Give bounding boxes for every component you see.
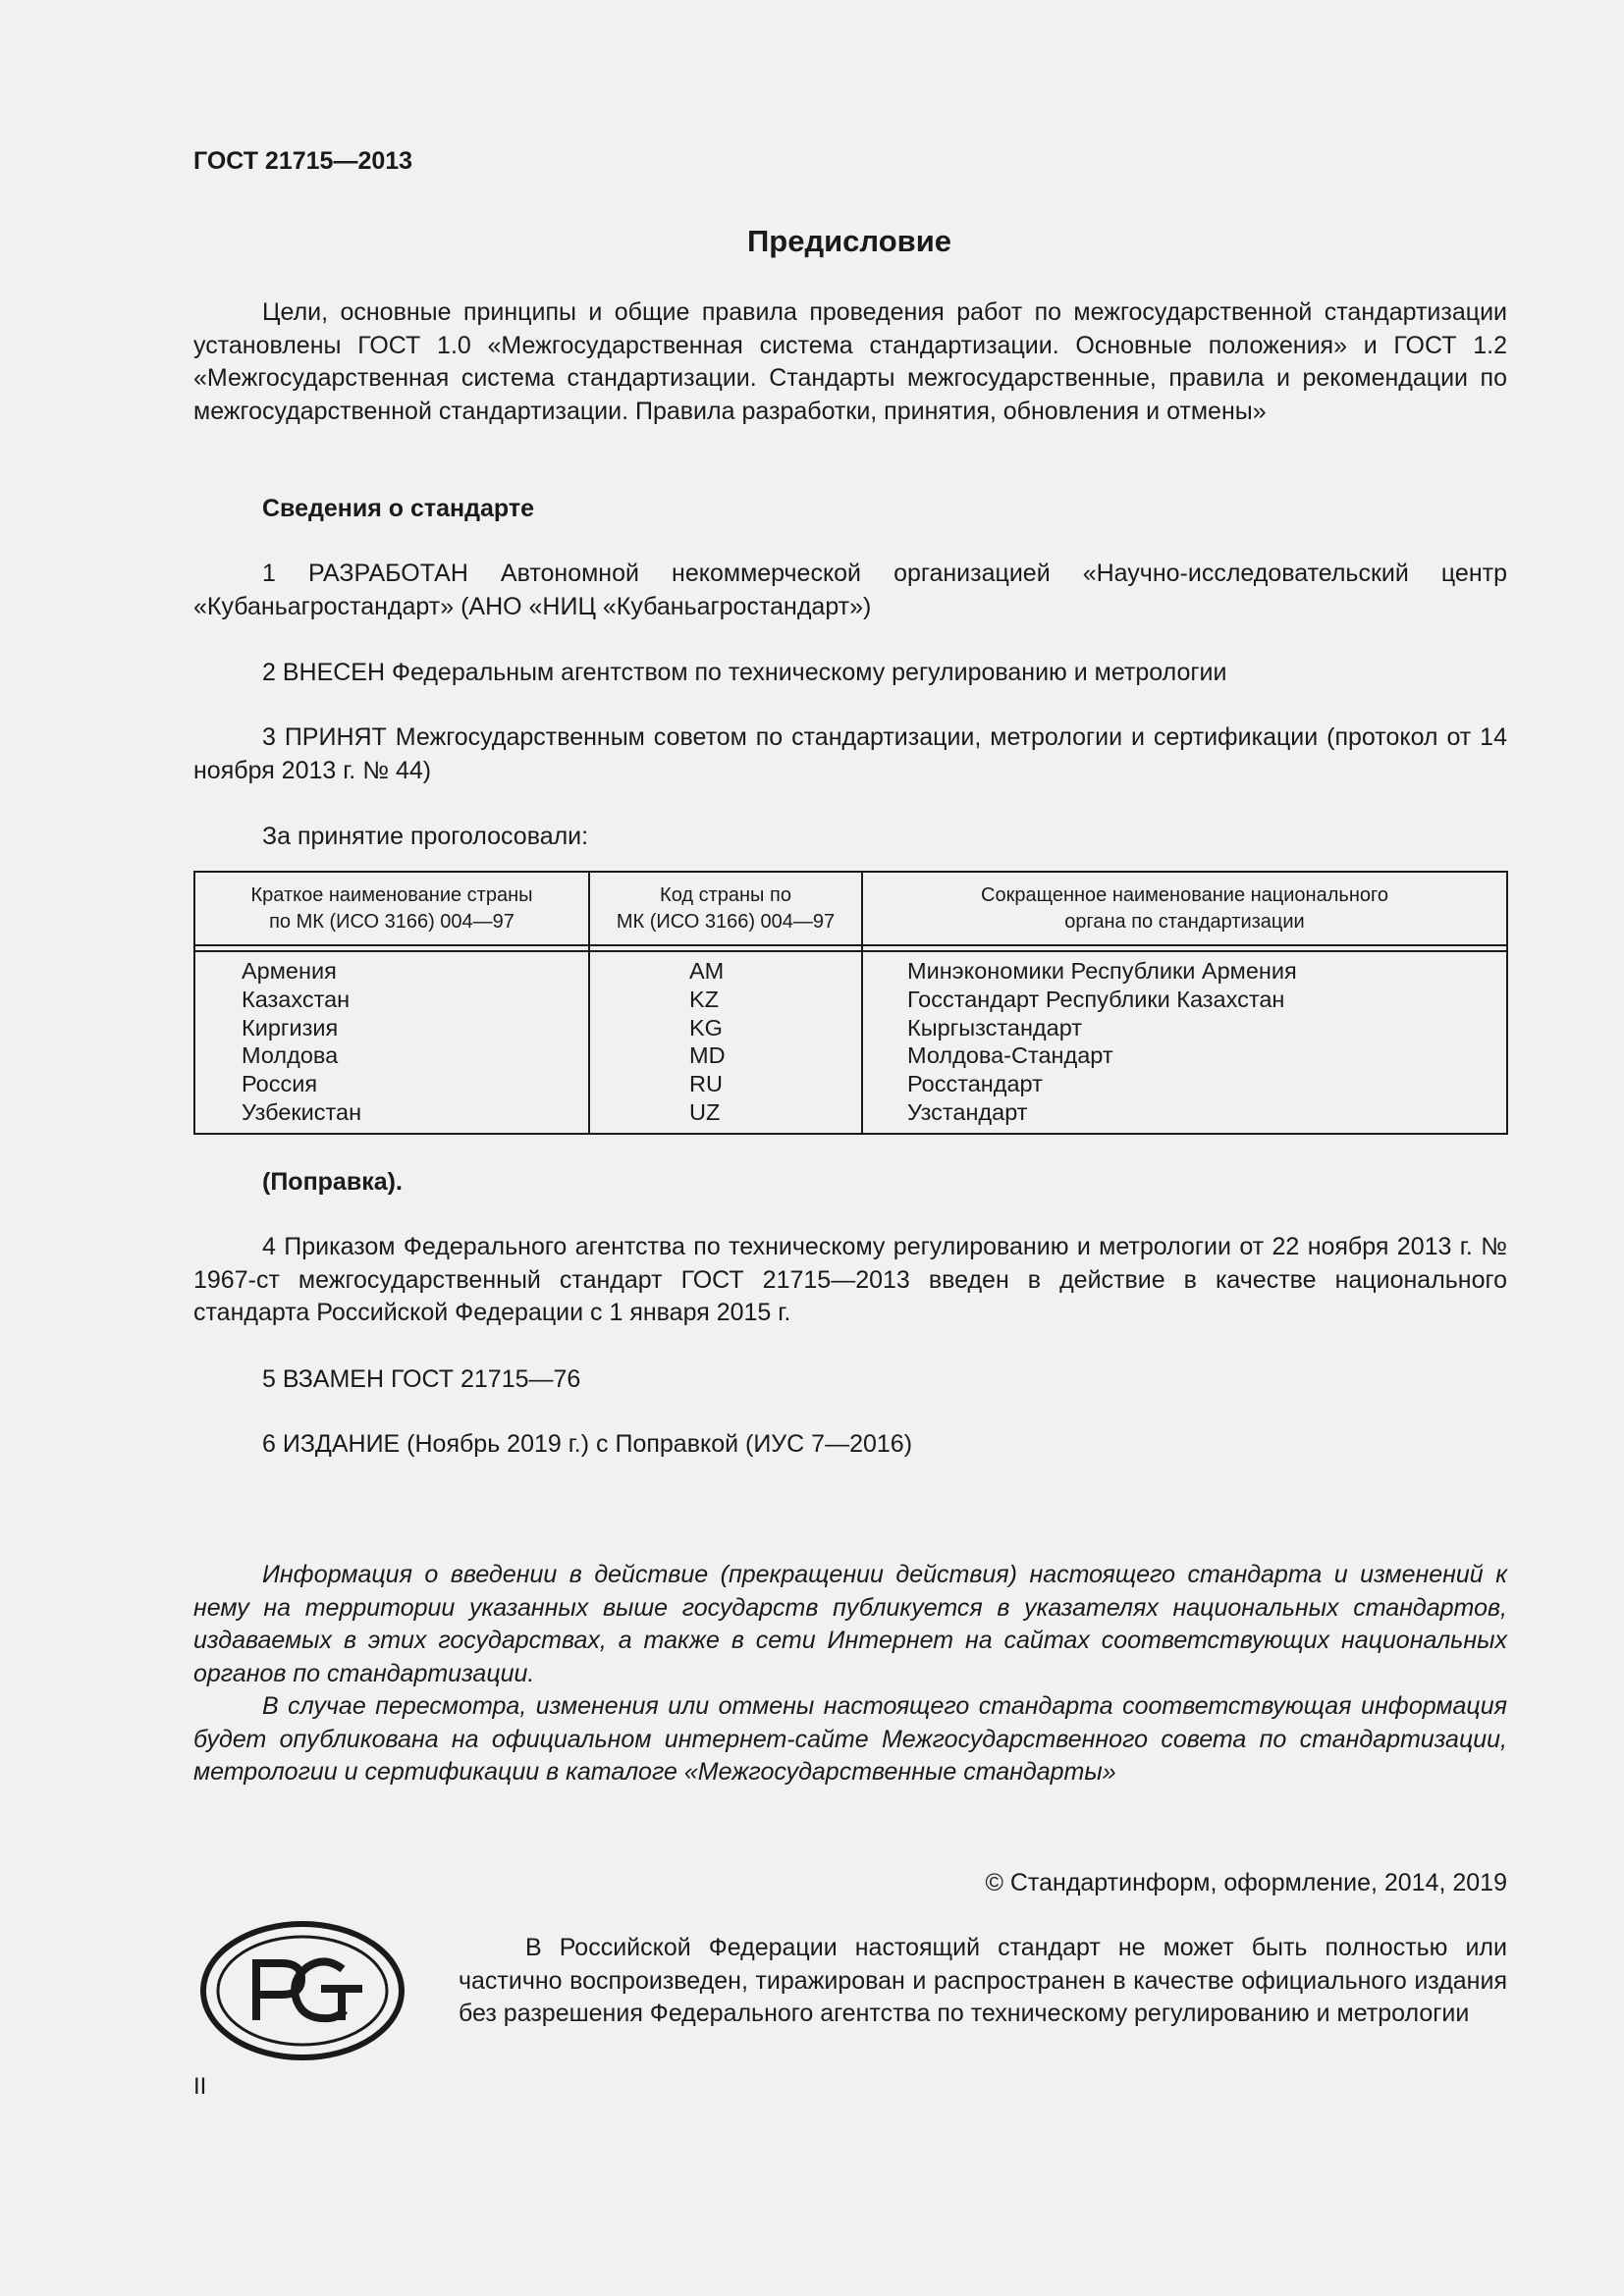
- table-cell: Молдова: [242, 1042, 339, 1069]
- item-4: 4 Приказом Федерального агентства по техническому регулированию и метрологии от 22 ноября 2013 г. № 1967-ст межгосударственный стандарт ГОСТ 21715—2013 введен в действие в качестве национального стандарта Российской Федерации с 1 января 2015 г.: [193, 1233, 1507, 1326]
- info-paragraph-1: Информация о введении в действие (прекращении действия) настоящего стандарта и изменений к нему на территории указанных выше государств публикуется в указателях национальных стандартов, издаваемых в этих государствах, а также в сети Интернет на сайтах соответствующих национальных органов по стандартизации.: [193, 1561, 1507, 1687]
- item-3: 3 ПРИНЯТ Межгосударственным советом по стандартизации, метрологии и сертификации (протокол от 14 ноября 2013 г. № 44): [193, 723, 1507, 784]
- body-column: [907, 957, 1297, 1127]
- code-column: [689, 957, 726, 1127]
- header-body: Сокращенное наименование национального органа по стандартизации: [981, 884, 1388, 933]
- table-cell: Россия: [242, 1071, 318, 1097]
- rst-certification-mark-icon: [199, 1920, 406, 2061]
- header-divider: [195, 950, 1506, 952]
- table-cell: MD: [689, 1042, 726, 1069]
- standard-number: ГОСТ 21715—2013: [193, 147, 413, 175]
- page-number: II: [193, 2073, 207, 2100]
- table-cell: Казахстан: [242, 986, 351, 1012]
- item-5: 5 ВЗАМЕН ГОСТ 21715—76: [262, 1365, 581, 1393]
- table-cell: Киргизия: [242, 1014, 339, 1041]
- table-cell: Минэкономики Республики Армения: [907, 958, 1297, 984]
- table-cell: Узстандарт: [907, 1098, 1028, 1125]
- table-cell: RU: [689, 1071, 723, 1097]
- header-divider: [195, 944, 1506, 946]
- section-title: Сведения о стандарте: [262, 495, 535, 522]
- votes-intro: За принятие проголосовали:: [262, 823, 589, 850]
- votes-table: [193, 871, 1508, 1135]
- table-cell: UZ: [689, 1098, 721, 1125]
- intro-paragraph: Цели, основные принципы и общие правила проведения работ по межгосударственной стандартизации установлены ГОСТ 1.0 «Межгосударственная система стандартизации. Основные положения» и ГОСТ 1.2 «Межгосударственная система стандартизации. Стандарты межгосударственные, правила и рекомендации по межгосударственной стандартизации. Правила разработки, принятия, обновления и отмены»: [193, 298, 1507, 425]
- item-2: 2 ВНЕСЕН Федеральным агентством по техническому регулированию и метрологии: [262, 659, 1227, 686]
- table-cell: Госстандарт Республики Казахстан: [907, 986, 1285, 1012]
- table-cell: Молдова-Стандарт: [907, 1042, 1113, 1069]
- info-paragraph-2: В случае пересмотра, изменения или отмены настоящего стандарта соответствующая информация будет опубликована на официальном интернет-сайте Межгосударственного совета по стандартизации, метрологии и сертификации в каталоге «Межгосударственные стандарты»: [193, 1692, 1507, 1786]
- item-1: 1 РАЗРАБОТАН Автономной некоммерческой организацией «Научно-исследовательский центр «Кубаньагростандарт» (АНО «НИЦ «Кубаньагростандарт»): [193, 560, 1507, 620]
- header-country: Краткое наименование страны по МК (ИСО 3166) 004—97: [250, 884, 533, 933]
- table-cell: Росстандарт: [907, 1071, 1043, 1097]
- item-6: 6 ИЗДАНИЕ (Ноябрь 2019 г.) с Поправкой (ИУС 7—2016): [262, 1430, 913, 1458]
- table-cell: Армения: [242, 958, 337, 984]
- rights-notice: В Российской Федерации настоящий стандарт не может быть полностью или частично воспроизведен, тиражирован и распространен в качестве официального издания без разрешения Федерального агентства по техническому регулированию и метрологии: [459, 1934, 1507, 2027]
- table-cell: KZ: [689, 986, 720, 1012]
- table-cell: AM: [689, 958, 725, 984]
- amendment-note: (Поправка).: [262, 1168, 403, 1196]
- table-cell: KG: [689, 1014, 723, 1041]
- header-code: Код страны по МК (ИСО 3166) 004—97: [616, 884, 836, 933]
- copyright: © Стандартинформ, оформление, 2014, 2019: [985, 1869, 1507, 1896]
- page-title: Предисловие: [746, 224, 951, 258]
- country-column: [242, 957, 361, 1127]
- table-cell: Кыргызстандарт: [907, 1014, 1083, 1041]
- table-cell: Узбекистан: [242, 1098, 362, 1125]
